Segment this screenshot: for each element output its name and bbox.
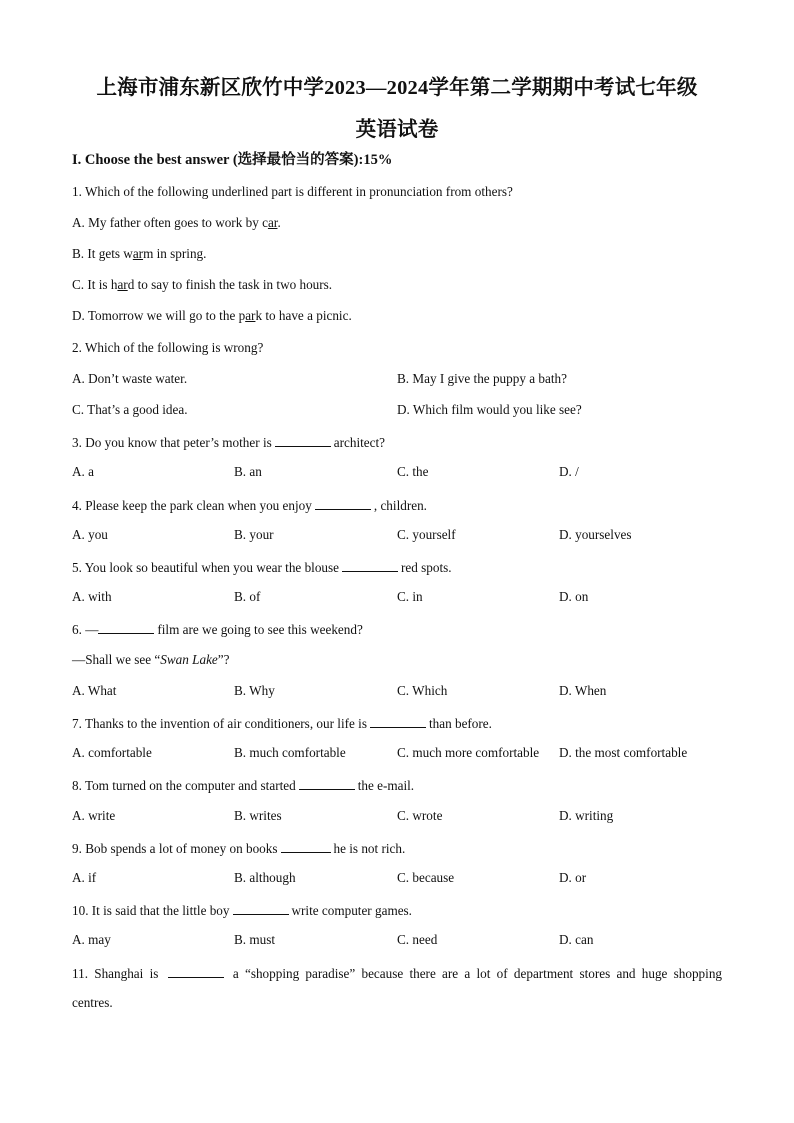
- question-2-option-d: D. Which film would you like see?: [397, 402, 582, 417]
- answer-blank: [98, 621, 154, 634]
- question-3-option-a: A. a: [72, 464, 94, 479]
- question-6-option-b: B. Why: [234, 683, 275, 698]
- question-7-option-b: B. much comfortable: [234, 745, 346, 760]
- question-8-option-c: C. wrote: [397, 808, 443, 823]
- question-5-option-a: A. with: [72, 589, 112, 604]
- question-7-option-a: A. comfortable: [72, 745, 152, 760]
- question-1-option-c: C. It is hard to say to finish the task in two hours.: [72, 277, 333, 292]
- question-11-stem: 11. Shanghai is a “shopping paradise” because there are a lot of department stores and huge shopping: [72, 966, 723, 981]
- question-7-stem: 7. Thanks to the invention of air conditioners, our life is than before.: [72, 716, 492, 731]
- exam-title: 上海市浦东新区欣竹中学2023—2024学年第二学期期中考试七年级: [96, 77, 698, 99]
- answer-blank: [299, 777, 355, 790]
- question-2-option-a: A. Don’t waste water.: [72, 371, 188, 386]
- question-1-option-a: A. My father often goes to work by car.: [72, 215, 281, 230]
- question-4-option-b: B. your: [234, 527, 274, 542]
- answer-blank: [233, 902, 289, 915]
- question-10-option-c: C. need: [397, 932, 438, 947]
- question-10-option-d: D. can: [559, 932, 594, 947]
- answer-blank: [281, 840, 331, 853]
- question-2-option-c: C. That’s a good idea.: [72, 402, 188, 417]
- question-8-stem: 8. Tom turned on the computer and started the e-mail.: [72, 778, 415, 793]
- question-9-option-b: B. although: [234, 870, 296, 885]
- question-5-stem: 5. You look so beautiful when you wear the blouse red spots.: [72, 560, 452, 575]
- answer-blank: [370, 715, 426, 728]
- question-9-stem: 9. Bob spends a lot of money on books he is not rich.: [72, 841, 406, 856]
- question-3-option-d: D. /: [559, 464, 579, 479]
- answer-blank: [275, 434, 331, 447]
- question-4-stem: 4. Please keep the park clean when you enjoy , children.: [72, 498, 427, 513]
- answer-blank: [168, 965, 224, 978]
- question-3-option-c: C. the: [397, 464, 429, 479]
- question-3-option-b: B. an: [234, 464, 262, 479]
- question-5-option-d: D. on: [559, 589, 589, 604]
- question-8-option-d: D. writing: [559, 808, 614, 823]
- question-6-option-c: C. Which: [397, 683, 448, 698]
- question-6-option-a: A. What: [72, 683, 117, 698]
- question-2-stem: 2. Which of the following is wrong?: [72, 340, 264, 355]
- question-3-stem: 3. Do you know that peter’s mother is architect?: [72, 435, 385, 450]
- question-4-option-d: D. yourselves: [559, 527, 632, 542]
- question-5-option-c: C. in: [397, 589, 423, 604]
- question-9-option-c: C. because: [397, 870, 455, 885]
- answer-blank: [342, 559, 398, 572]
- question-10-option-a: A. may: [72, 932, 111, 947]
- question-7-option-d: D. the most comfortable: [559, 745, 688, 760]
- section-heading: I. Choose the best answer (选择最恰当的答案):15%: [72, 152, 393, 168]
- question-10-option-b: B. must: [234, 932, 276, 947]
- question-4-option-c: C. yourself: [397, 527, 456, 542]
- question-4-option-a: A. you: [72, 527, 108, 542]
- question-8-option-b: B. writes: [234, 808, 282, 823]
- question-10-stem: 10. It is said that the little boy write computer games.: [72, 903, 412, 918]
- question-6-option-d: D. When: [559, 683, 607, 698]
- question-1-stem: 1. Which of the following underlined part is different in pronunciation from others?: [72, 184, 513, 199]
- question-5-option-b: B. of: [234, 589, 261, 604]
- question-1-option-b: B. It gets warm in spring.: [72, 246, 207, 261]
- exam-subtitle: 英语试卷: [355, 119, 439, 141]
- answer-blank: [315, 497, 371, 510]
- question-6-stem: 6. — film are we going to see this weekend?: [72, 622, 363, 637]
- question-6-reply: —Shall we see “Swan Lake”?: [72, 652, 230, 667]
- question-2-option-b: B. May I give the puppy a bath?: [397, 371, 567, 386]
- question-7-option-c: C. much more comfortable: [397, 745, 540, 760]
- question-1-option-d: D. Tomorrow we will go to the park to have a picnic.: [72, 308, 352, 323]
- question-9-option-d: D. or: [559, 870, 587, 885]
- question-9-option-a: A. if: [72, 870, 97, 885]
- question-11-continuation: centres.: [72, 995, 113, 1010]
- question-8-option-a: A. write: [72, 808, 116, 823]
